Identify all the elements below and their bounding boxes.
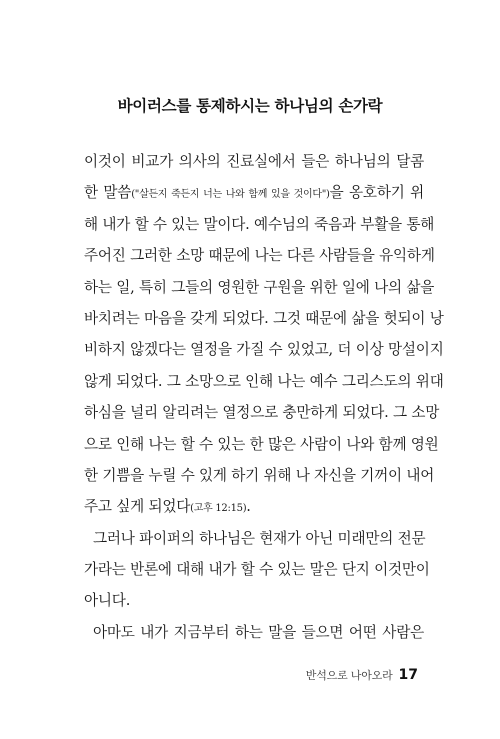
text-line: 않게 되었다. 그 소망으로 인해 나는 예수 그리스도의 위대 <box>84 372 444 390</box>
text-line: 아니다. <box>84 592 131 610</box>
text-line: 이것이 비교가 의사의 진료실에서 들은 하나님의 달콤 <box>84 153 424 170</box>
text-line: 해 내가 할 수 있는 말이다. 예수님의 죽음과 부활을 통해 <box>84 215 435 233</box>
text-segment: 을 옹호하기 위 <box>329 184 425 202</box>
text-segment: . <box>246 498 251 516</box>
text-line <box>84 177 424 208</box>
text-line: 바치려는 마음을 갖게 되었다. 그것 때문에 삶을 헛되이 낭 <box>84 309 444 327</box>
text-line: 으로 인해 나는 할 수 있는 한 많은 사람이 나와 함께 영원 <box>84 435 439 453</box>
text-segment: 한 말씀 <box>84 184 132 202</box>
text-line: 하심을 널리 알리려는 열정으로 충만하게 되었다. 그 소망 <box>84 404 440 422</box>
body-text <box>84 146 444 648</box>
text-line: 하는 일, 특히 그들의 영원한 구원을 위한 일에 나의 삶을 <box>84 278 435 296</box>
text-line: 주어진 그러한 소망 때문에 나는 다른 사람들을 유익하게 <box>84 247 435 265</box>
inline-citation: ("살든지 죽든지 너는 나와 함께 있을 것이다") <box>131 189 330 201</box>
page-footer <box>306 667 418 683</box>
text-line: 아마도 내가 지금부터 하는 말을 들으면 어떤 사람은 <box>93 623 424 641</box>
running-footer-title: 반석으로 나아오라 <box>305 669 393 682</box>
text-line: 한 기쁨을 누릴 수 있게 하기 위해 나 자신을 기꺼이 내어 <box>84 466 435 484</box>
inline-citation: (고후 12:15) <box>190 503 247 515</box>
text-line: 비하지 않겠다는 열정을 가질 수 있었고, 더 이상 망설이지 <box>84 341 444 359</box>
text-line: 가라는 반론에 대해 내가 할 수 있는 말은 단지 이것만이 <box>84 561 430 579</box>
text-line <box>84 491 424 522</box>
page-number: 17 <box>398 667 418 683</box>
section-title: 바이러스를 통제하시는 하나님의 손가락 <box>117 97 383 115</box>
text-segment: 주고 싶게 되었다 <box>84 498 191 516</box>
text-line: 그러나 파이퍼의 하나님은 현재가 아닌 미래만의 전문 <box>93 529 426 547</box>
